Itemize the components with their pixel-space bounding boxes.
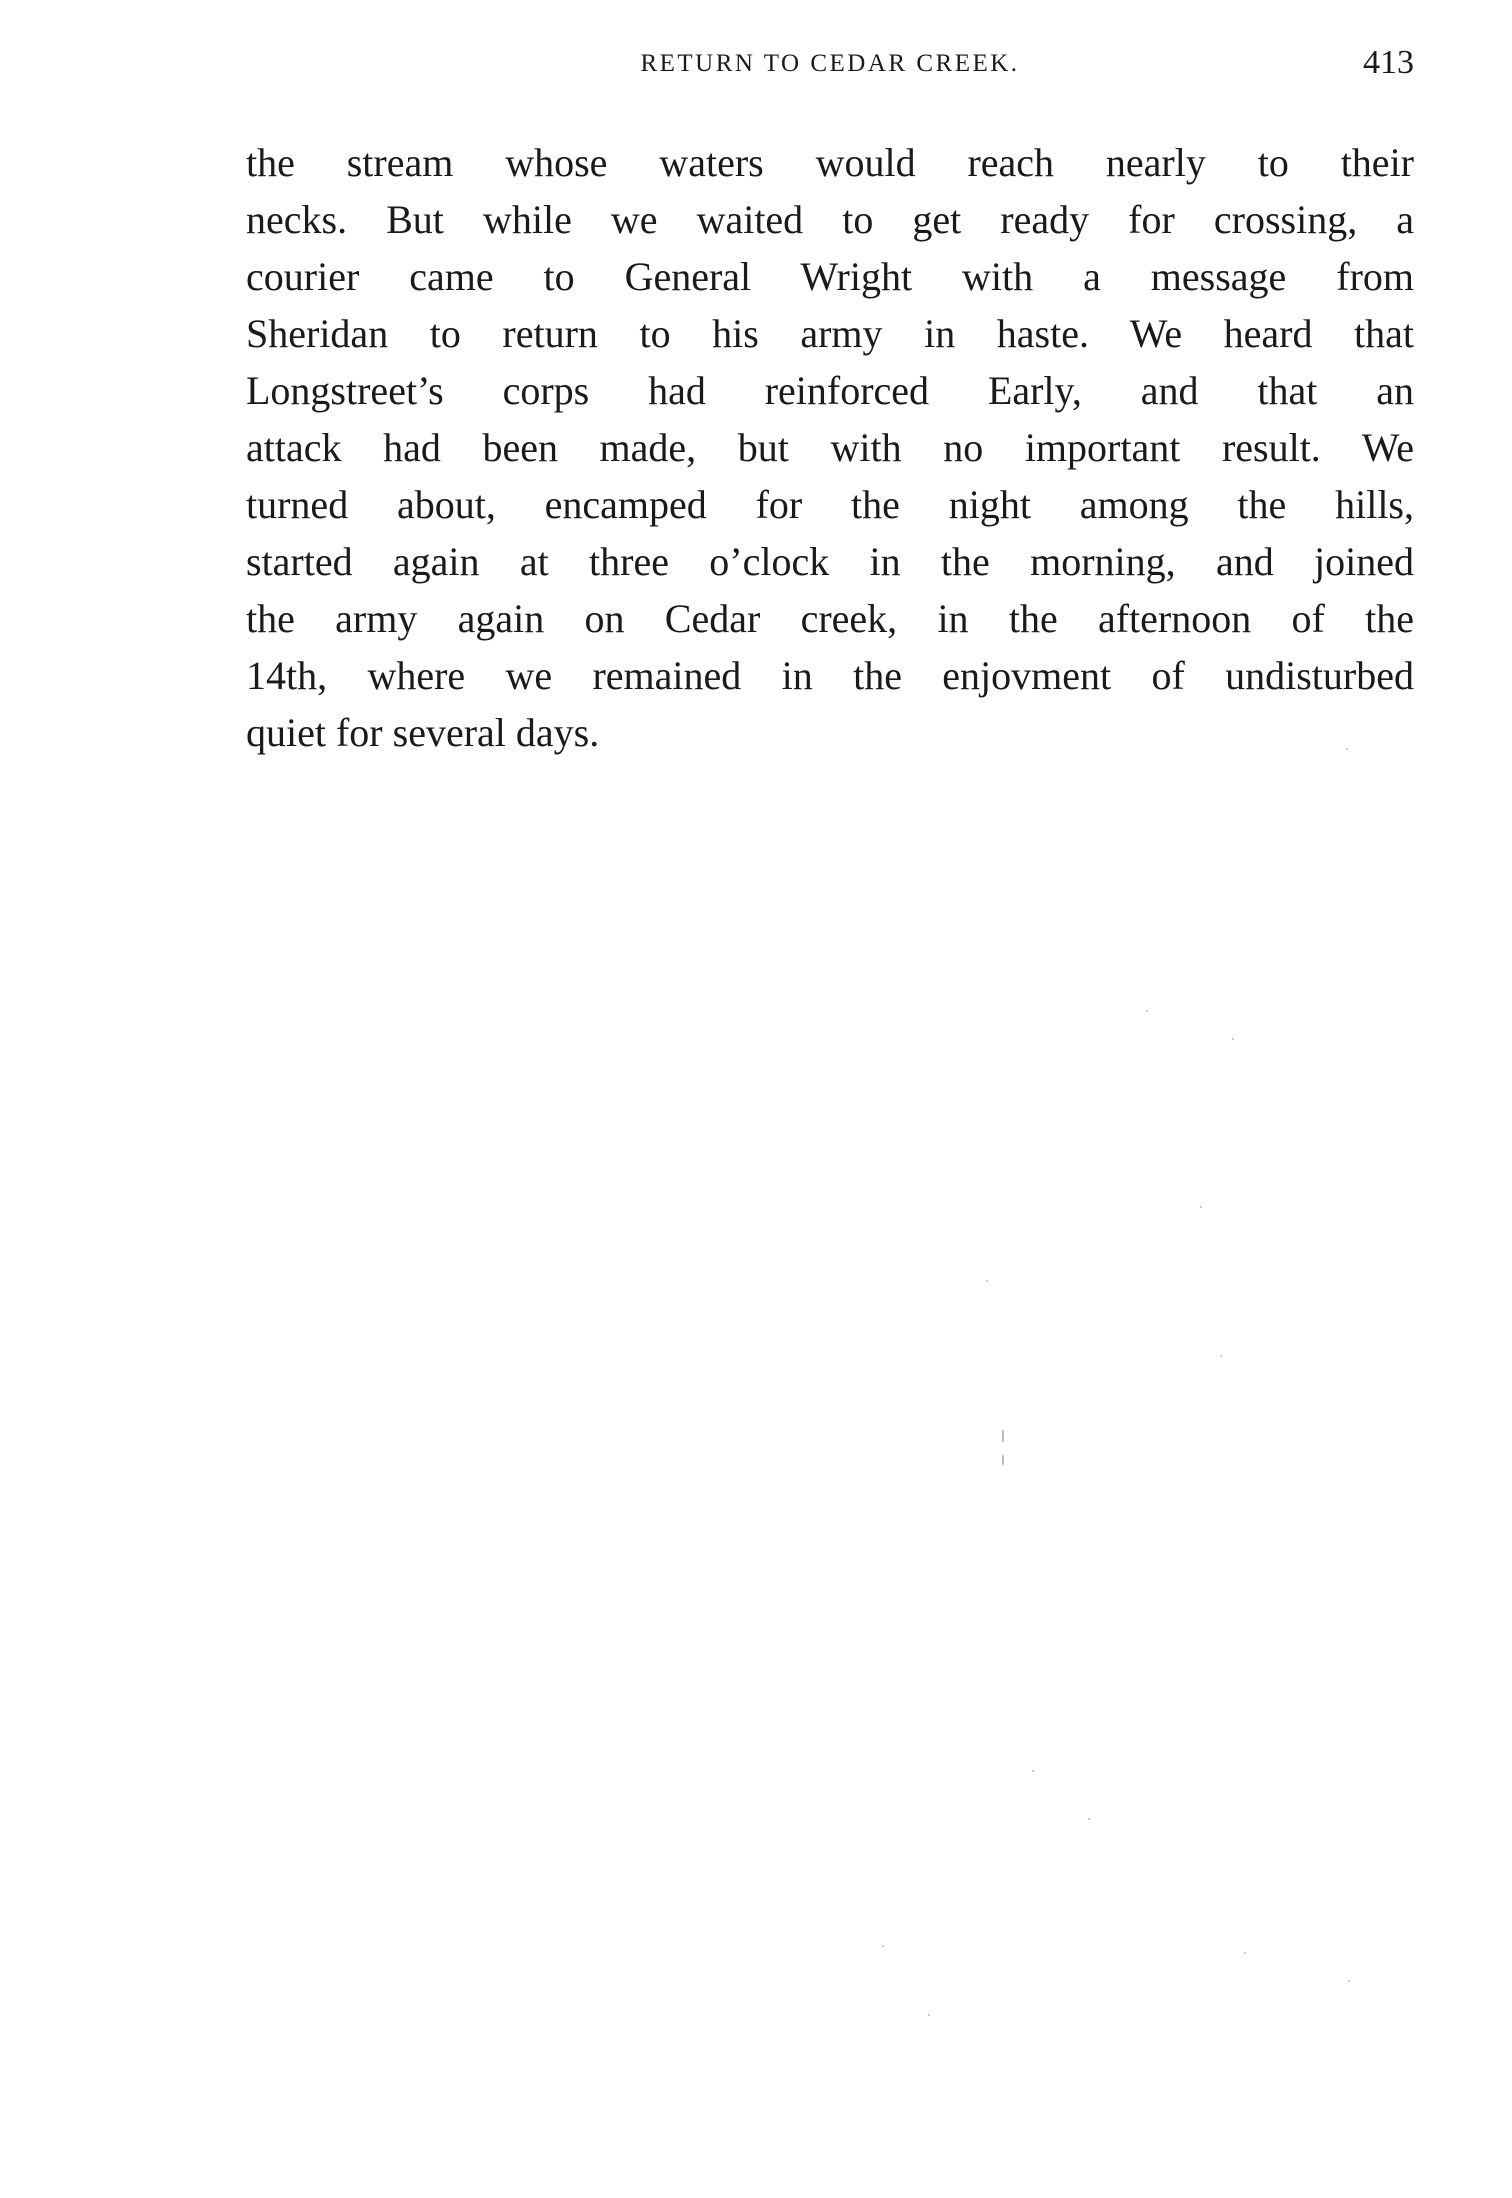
text-line: started again at three o’clock in the morning, and joined [246, 539, 1414, 584]
scan-speck [1032, 1770, 1034, 1772]
text-line: attack had been made, but with no important result. We [246, 425, 1414, 470]
scan-speck [1346, 748, 1348, 750]
scan-speck [1200, 1206, 1202, 1208]
running-head [246, 44, 1414, 94]
scan-speck [1232, 1038, 1234, 1040]
text-line: Sheridan to return to his army in haste. We heard that [246, 311, 1414, 356]
text-line: the army again on Cedar creek, in the afternoon of the [246, 596, 1414, 641]
text-line: 14th, where we remained in the enjovment of undisturbed [246, 653, 1414, 698]
scan-speck [1146, 1010, 1148, 1012]
text-line-last: quiet for several days. [246, 710, 600, 755]
scan-speck [882, 1945, 884, 1947]
scan-speck [1002, 1430, 1004, 1442]
scan-speck [1220, 1355, 1222, 1357]
scan-speck [986, 1280, 988, 1282]
scan-speck [1348, 1980, 1350, 1982]
running-title: RETURN TO CEDAR CREEK. [640, 50, 1020, 77]
text-line: the stream whose waters would reach nearly to their [246, 140, 1414, 185]
text-line: necks. But while we waited to get ready for crossing, a [246, 197, 1414, 242]
text-line: Longstreet’s corps had reinforced Early, and that an [246, 368, 1414, 413]
scan-speck [1002, 1455, 1004, 1465]
scan-speck [1088, 1818, 1090, 1820]
body-paragraph [246, 134, 1414, 761]
scan-speck [928, 2014, 930, 2016]
page-number: 413 [1363, 44, 1414, 81]
scan-speck [1244, 1952, 1246, 1954]
text-line: courier came to General Wright with a message from [246, 254, 1414, 299]
text-line: turned about, encamped for the night among the hills, [246, 482, 1414, 527]
